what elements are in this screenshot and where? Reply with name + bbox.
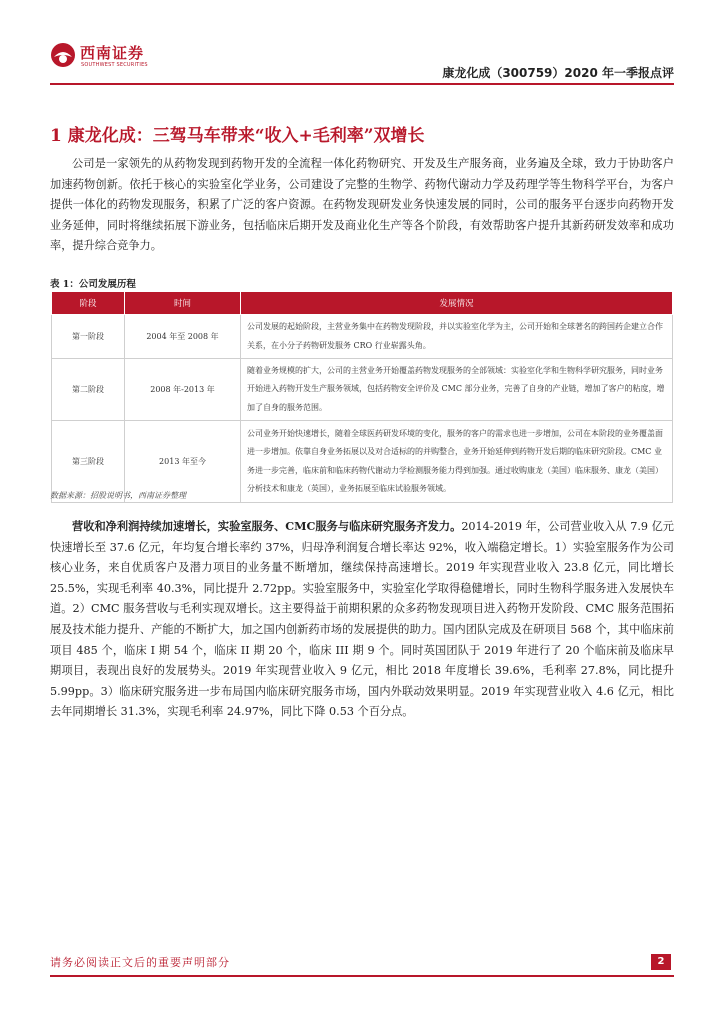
- disclaimer-notice: 请务必阅读正文后的重要声明部分: [50, 956, 230, 969]
- logo-subtext: SOUTHWEST SECURITIES: [81, 62, 148, 68]
- description-cell: 公司发展的起始阶段，主营业务集中在药物发现阶段，并以实验室化学为主，公司开始和全球著名的跨国药企建立合作关系，在小分子药物研发服务 CRO 行业崭露头角。: [241, 315, 673, 359]
- description-cell: 公司业务开始快速增长，随着全球医药研发环境的变化，服务的客户的需求也进一步增加，公司在本阶段的业务覆盖面进一步增加。依靠自身业务拓展以及对合适标的的并购整合，业务开始延伸到药物开发后期的临床研究阶段。CMC 业务进一步完善，临床前和临床药物代谢动力学检测服务能力得到加强。通过收购康龙（美国）临床服务、康龙（美国）分析技术和康龙（英国），业务拓展至临床试验服务领域。: [241, 421, 673, 503]
- header-time: 时间: [125, 292, 241, 315]
- stage-cell: 第三阶段: [52, 421, 125, 503]
- time-cell: 2008 年-2013 年: [125, 359, 241, 421]
- description-cell: 随着业务规模的扩大，公司的主营业务开始覆盖药物发现服务的全部领域：实验室化学和生物科学研究服务，同时业务开始进入药物开发生产服务领域，包括药物安全评价及 CMC 部分业务，完善了自身的产业链，增加了客户的粘度，增加了自身的服务范围。: [241, 359, 673, 421]
- header-divider: [50, 83, 674, 85]
- logo-emblem-icon: [50, 42, 76, 68]
- page-number: 2: [651, 954, 671, 970]
- table-row: [52, 359, 673, 421]
- analysis-body: 2014-2019 年，公司营业收入从 7.9 亿元快速增长至 37.6 亿元，年均复合增长率约 37%，归母净利润复合增长率达 92%，收入端稳定增长。1）实验室服务作为公司核心业务，来自优质客户及潜力项目的业务量不断增加，继续保持高速增长。2019 年实现营业收入 23.8 亿元，同比增长 25.5%，实现毛利率 40.3%，同比提升 2.72pp。实验室服务中，实验室化学取得稳健增长，同时生物科学服务进入发展快车道。2）CMC 服务营收与毛利实现双增长。这主要得益于前期积累的众多药物发现项目进入药物开发阶段、CMC 服务范围拓展及技术能力提升、产能的不断扩大，加之国内创新药市场的发展提供的助力。国内团队完成及在研项目 568 个，其中临床前项目 485 个，临床 I 期 54 个，临床 II 期 20 个，临床 III 期 9 个。同时英国团队于 2019 年进行了 20 个临床前及临床早期项目，表现出良好的发展势头。2019 年实现营业收入 9 亿元，相比 2018 年度增长 39.6%，毛利率 27.8%，同比提升 5.99pp。3）临床研究服务进一步布局国内临床研究服务市场，国内外联动效果明显。2019 年实现营业收入 4.6 亿元，相比去年同期增长 31.3%，实现毛利率 24.97%，同比下降 0.53 个百分点。: [50, 520, 674, 719]
- stage-cell: 第二阶段: [52, 359, 125, 421]
- intro-paragraph: [50, 154, 674, 257]
- report-title: 康龙化成（300759）2020 年一季报点评: [442, 66, 674, 80]
- table-header-row: [52, 292, 673, 315]
- stage-cell: 第一阶段: [52, 315, 125, 359]
- header-stage: 阶段: [52, 292, 125, 315]
- logo-text: 西南证券: [80, 44, 145, 62]
- time-cell: 2013 年至今: [125, 421, 241, 503]
- analysis-paragraph: [50, 516, 674, 723]
- table-row: [52, 315, 673, 359]
- analysis-lead: 营收和净利润持续加速增长，实验室服务、CMC服务与临床研究服务齐发力。: [72, 519, 462, 533]
- intro-paragraph-rest: 业务遍及全球，致力于协助客户加速药物创新。依托于核心的实验室化学业务，公司建设了完整的生物学、药物代谢动力学及药理学等生物科学平台，为客户提供一体化的药物发现服务，积累了广泛的客户资源。在药物发现研发业务快速发展的同时，公司的服务平台逐步向药物开发业务延伸，同时将继续拓展下游业务，包括临床后期开发及商业化生产等各个阶段，有效帮助客户提升其新药研发效率和成功率，提升综合竞争力。: [50, 157, 674, 253]
- section-title: 1 康龙化成：三驾马车带来“收入+毛利率”双增长: [50, 126, 425, 146]
- intro-paragraph-first-line: 公司是一家领先的从药物发现到药物开发的全流程一体化药物研究、开发及生产服务商，: [72, 157, 516, 170]
- company-logo: [50, 42, 190, 72]
- table-caption: 表 1：公司发展历程: [50, 279, 136, 290]
- time-cell: 2004 年至 2008 年: [125, 315, 241, 359]
- footer-divider: [50, 975, 674, 977]
- table-source: 数据来源：招股说明书，西南证券整理: [50, 491, 186, 500]
- header-description: 发展情况: [241, 292, 673, 315]
- development-history-table: [51, 291, 673, 503]
